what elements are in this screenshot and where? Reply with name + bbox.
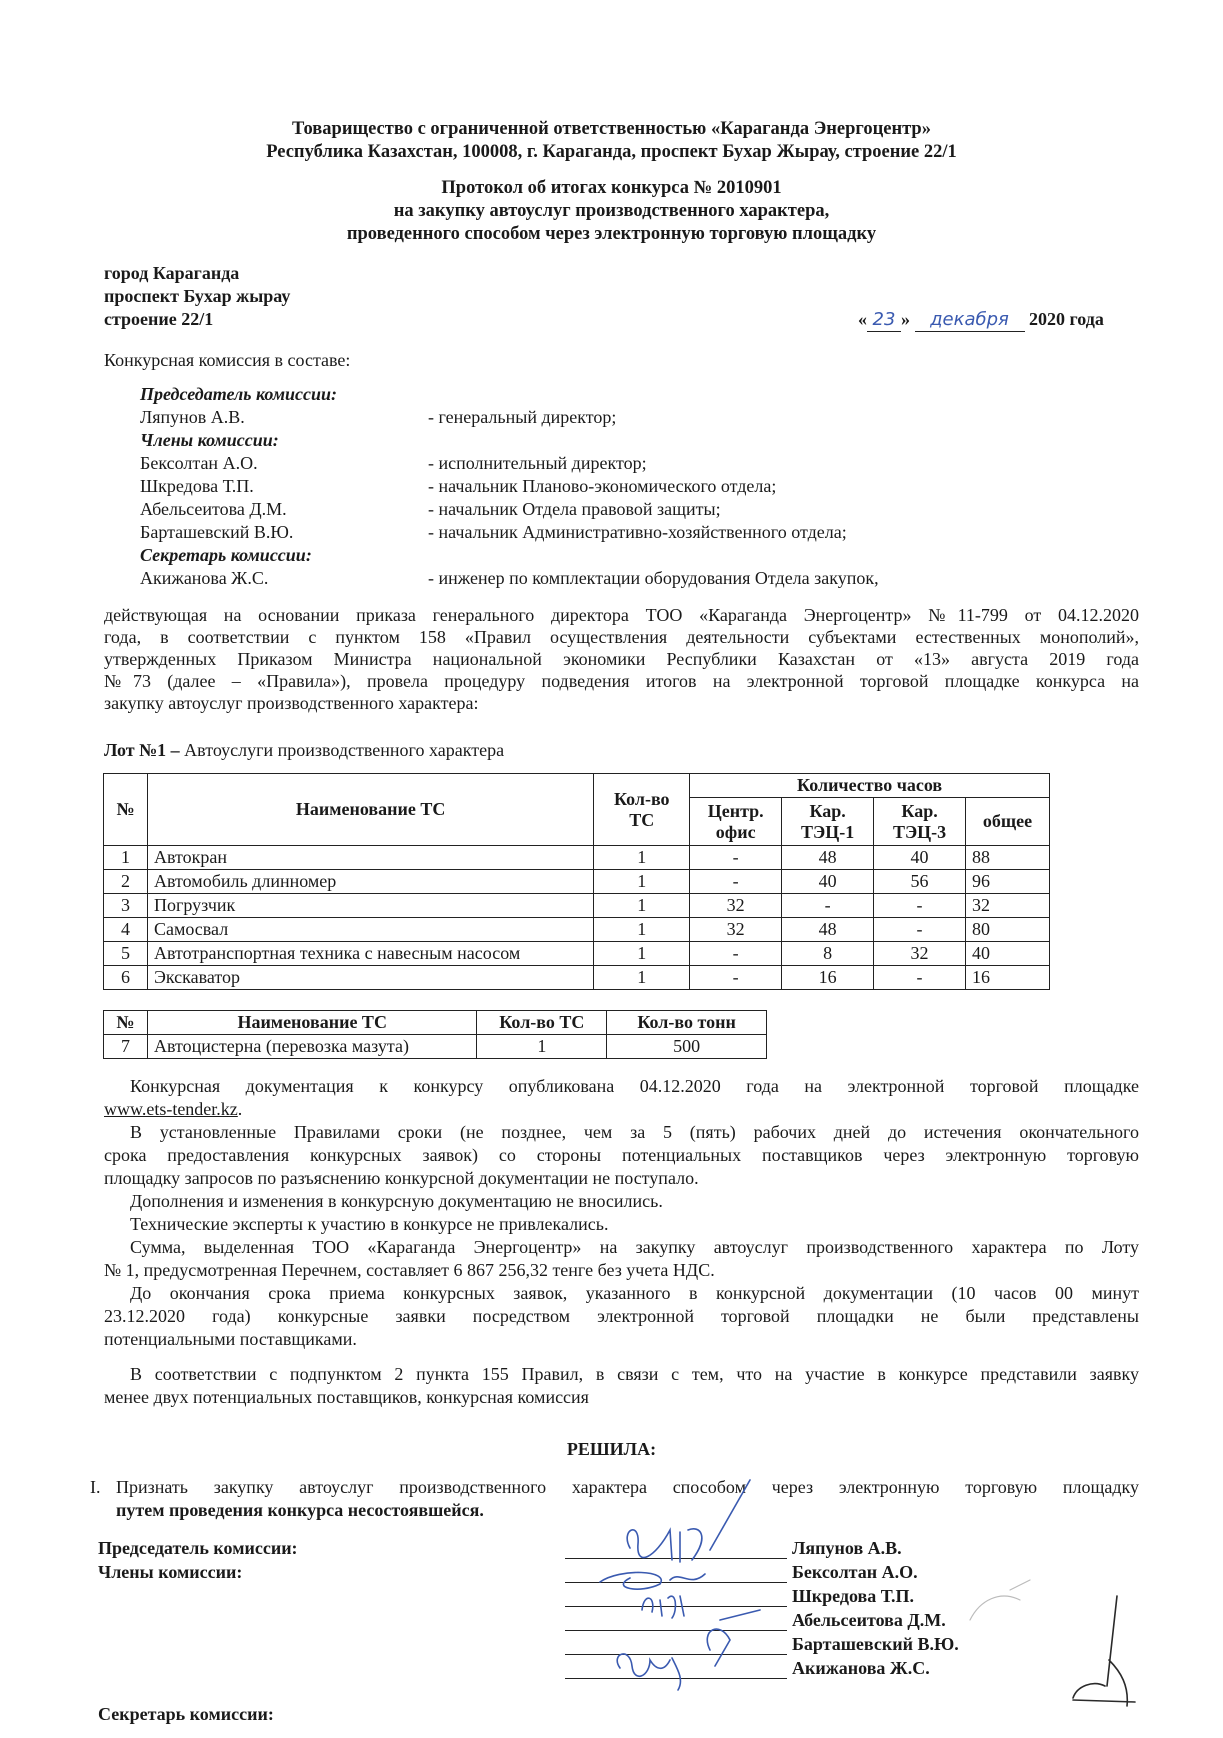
signatory-name: Шкредова Т.П. (792, 1586, 914, 1606)
table-row (104, 846, 1050, 870)
text-line: утвержденных Приказом Министра национальной экономики Республики Казахстан от «13» августа 2019 года (104, 649, 1139, 669)
col-header-num: № (104, 1011, 148, 1035)
cell-office: - (690, 942, 782, 966)
place-city: город Караганда (104, 263, 240, 283)
member-name: Ляпунов А.В. (140, 407, 245, 427)
cell-qty: 1 (594, 918, 690, 942)
cell-num: 6 (104, 966, 148, 990)
cell-name: Погрузчик (147, 894, 593, 918)
protocol-subtitle-1: на закупку автоуслуг производственного характера, (393, 201, 830, 221)
cell-tec1: 40 (782, 870, 874, 894)
text-line: действующая на основании приказа генерального директора ТОО «Караганда Энергоцентр» №11-799 от 04.12.2020 (104, 605, 1139, 625)
initials-mark (1065, 1590, 1145, 1720)
period: . (237, 1099, 243, 1119)
date-day: 23 (867, 309, 901, 332)
cell-tec3: 32 (874, 942, 966, 966)
text-line: закупку автоуслуг производственного характера: (104, 693, 479, 713)
text-line: До окончания срока приема конкурсных заявок, указанного в конкурсной документации (10 часов 00 минут (130, 1283, 1139, 1303)
date-month: декабря (915, 309, 1025, 332)
basis-paragraph (104, 604, 1139, 714)
cell-total: 32 (966, 894, 1050, 918)
col-header-tec1: Кар. ТЭЦ-1 (782, 798, 874, 846)
decision-number: I. (90, 1477, 101, 1497)
col-header-office: Центр. офис (690, 798, 782, 846)
member-role: - начальник Планово-экономического отдела; (428, 476, 777, 496)
text-line: года, в соответствии с пунктом 158 «Правил осуществления деятельности субъектами естественных монополий», (104, 627, 1139, 647)
text-line: потенциальными поставщиками. (104, 1329, 357, 1349)
signatory-name: Ляпунов А.В. (792, 1538, 902, 1558)
cell-total: 80 (966, 918, 1050, 942)
cell-qty: 1 (594, 942, 690, 966)
cell-tons: 500 (607, 1035, 767, 1059)
cell-tec3: - (874, 894, 966, 918)
cell-tec3: - (874, 966, 966, 990)
cell-num: 4 (104, 918, 148, 942)
table-row (104, 894, 1050, 918)
cell-total: 88 (966, 846, 1050, 870)
cell-tec1: - (782, 894, 874, 918)
cell-office: - (690, 870, 782, 894)
cell-qty: 1 (594, 846, 690, 870)
member-name: Бексолтан А.О. (140, 453, 258, 473)
text-line: Конкурсная документация к конкурсу опубликована 04.12.2020 года на электронной торговой площадке (130, 1076, 1139, 1096)
sign-secretary-label: Секретарь комиссии: (98, 1704, 274, 1724)
cell-qty: 1 (477, 1035, 607, 1059)
col-header-name: Наименование ТС (147, 774, 593, 846)
text-line: В установленные Правилами сроки (не позднее, чем за 5 (пять) рабочих дней до истечения окончательного (130, 1122, 1139, 1142)
table-row (104, 966, 1050, 990)
table-row (104, 942, 1050, 966)
date-quote-close: » (901, 309, 910, 329)
date-year: 2020 года (1029, 309, 1104, 329)
cell-num: 3 (104, 894, 148, 918)
signatory-name: Акижанова Ж.С. (792, 1658, 930, 1678)
lot-label: Лот №1 – (104, 740, 180, 760)
cell-name: Автотранспортная техника с навесным насосом (147, 942, 593, 966)
text-line: путем проведения конкурса несостоявшейся. (116, 1500, 484, 1520)
secretary-label: Секретарь комиссии: (140, 545, 312, 565)
protocol-title: Протокол об итогах конкурса № 2010901 (441, 178, 782, 198)
protocol-subtitle-2: проведенного способом через электронную торговую площадку (346, 224, 877, 244)
col-header-tons: Кол-во тонн (607, 1011, 767, 1035)
cell-name: Самосвал (147, 918, 593, 942)
cell-office: 32 (690, 894, 782, 918)
cell-name: Экскаватор (147, 966, 593, 990)
member-role: - начальник Административно-хозяйственного отдела; (428, 522, 847, 542)
signatory-name: Бексолтан А.О. (792, 1562, 918, 1582)
text-line: Признать закупку автоуслуг производственного характера способом через электронную торговую площадку (116, 1477, 1139, 1497)
table-row (104, 1035, 767, 1059)
cell-tec1: 16 (782, 966, 874, 990)
member-name: Абельсеитова Д.М. (140, 499, 287, 519)
lot-heading (104, 739, 504, 761)
cell-qty: 1 (594, 870, 690, 894)
cell-name: Автокран (147, 846, 593, 870)
place-building: строение 22/1 (104, 309, 214, 329)
cell-tec3: 40 (874, 846, 966, 870)
cell-total: 16 (966, 966, 1050, 990)
signatory-name: Абельсеитова Д.М. (792, 1610, 946, 1630)
member-name: Барташевский В.Ю. (140, 522, 294, 542)
text-line: В соответствии с подпунктом 2 пункта 155 Правил, в связи с тем, что на участие в конкурсе представили заявку (130, 1364, 1139, 1384)
signatory-names (792, 1536, 959, 1680)
col-header-total: общее (966, 798, 1050, 846)
col-header-name: Наименование ТС (147, 1011, 477, 1035)
sign-members-label: Члены комиссии: (98, 1562, 243, 1582)
cell-total: 96 (966, 870, 1050, 894)
vehicles-hours-table (103, 773, 1050, 990)
fuel-tanker-table (103, 1010, 767, 1059)
lot-title: Автоуслуги производственного характера (184, 740, 505, 760)
text-line: 23.12.2020 года) конкурсные заявки посредством электронной торговой площадки не были представлены (104, 1306, 1139, 1326)
cell-tec1: 8 (782, 942, 874, 966)
cell-tec1: 48 (782, 846, 874, 870)
members-label: Члены комиссии: (140, 430, 279, 450)
cell-num: 1 (104, 846, 148, 870)
col-header-tec3: Кар. ТЭЦ-3 (874, 798, 966, 846)
cell-qty: 1 (594, 894, 690, 918)
cell-tec3: - (874, 918, 966, 942)
table-row (104, 918, 1050, 942)
place-street: проспект Бухар жырау (104, 286, 291, 306)
cell-num: 7 (104, 1035, 148, 1059)
member-name: Акижанова Ж.С. (140, 568, 269, 588)
org-name: Товарищество с ограниченной ответственностью «Караганда Энергоцентр» (292, 119, 931, 139)
text-line: № 1, предусмотренная Перечнем, составляет 6 867 256,32 тенге без учета НДС. (104, 1260, 715, 1280)
text-line (104, 1098, 1139, 1121)
text-line: площадку запросов по разъяснению конкурсной документации не поступало. (104, 1168, 699, 1188)
member-role: - инженер по комплектации оборудования Отдела закупок, (428, 568, 879, 588)
protocol-date (858, 308, 1104, 332)
cell-tec3: 56 (874, 870, 966, 894)
website-link[interactable]: www.ets-tender.kz (104, 1099, 238, 1119)
text-line: срока предоставления конкурсных заявок) со стороны потенциальных поставщиков через электронную торговую (104, 1145, 1139, 1165)
text-line: Технические эксперты к участию в конкурсе не привлекались. (130, 1214, 609, 1234)
chair-label: Председатель комиссии: (140, 384, 338, 404)
member-role: - исполнительный директор; (428, 453, 647, 473)
member-role: - начальник Отдела правовой защиты; (428, 499, 721, 519)
text-line: Сумма, выделенная ТОО «Караганда Энергоцентр» на закупку автоуслуг производственного характера по Лоту (130, 1237, 1139, 1257)
cell-total: 40 (966, 942, 1050, 966)
cell-num: 5 (104, 942, 148, 966)
text-line: Дополнения и изменения в конкурсную документацию не вносились. (130, 1191, 663, 1211)
commission-intro: Конкурсная комиссия в составе: (104, 350, 351, 370)
handwritten-signatures (560, 1470, 800, 1700)
cell-qty: 1 (594, 966, 690, 990)
cell-office: 32 (690, 918, 782, 942)
body-paragraphs (104, 1075, 1139, 1409)
date-quote-open: « (858, 309, 867, 329)
decision-heading: РЕШИЛА: (566, 1439, 657, 1459)
cell-num: 2 (104, 870, 148, 894)
signatory-name: Барташевский В.Ю. (792, 1634, 959, 1654)
col-header-qty: Кол-во ТС (477, 1011, 607, 1035)
cell-name: Автоцистерна (перевозка мазута) (147, 1035, 477, 1059)
faint-mark (960, 1570, 1050, 1640)
member-role: - генеральный директор; (428, 407, 617, 427)
org-address: Республика Казахстан, 100008, г. Караганда, проспект Бухар Жырау, строение 22/1 (266, 142, 957, 162)
sign-chair-label: Председатель комиссии: (98, 1538, 298, 1558)
text-line: №73 (далее – «Правила»), провела процедуру подведения итогов на электронной торговой площадке конкурса на (104, 671, 1139, 691)
cell-office: - (690, 966, 782, 990)
col-header-num: № (104, 774, 148, 846)
table-row (104, 870, 1050, 894)
col-header-qty: Кол-во ТС (594, 774, 690, 846)
col-header-hours: Количество часов (690, 774, 1050, 798)
cell-name: Автомобиль длинномер (147, 870, 593, 894)
cell-tec1: 48 (782, 918, 874, 942)
cell-office: - (690, 846, 782, 870)
member-name: Шкредова Т.П. (140, 476, 254, 496)
text-line: менее двух потенциальных поставщиков, конкурсная комиссия (104, 1387, 589, 1407)
